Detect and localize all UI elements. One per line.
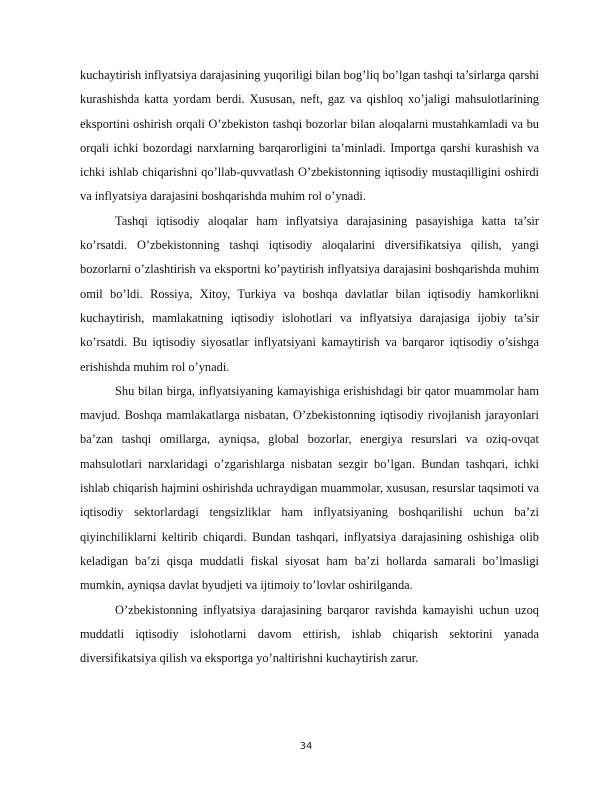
paragraph-4: O’zbekistonning inflyatsiya darajasining barqaror ravishda kamayishi uchun uzoq muddatli iqtisodiy islohotlarni davom ettirish, ishlab chiqarish sektorini yanada diversifikatsiya qilish va eksportga yo’naltirishni kuchaytirish zarur. [80, 602, 539, 666]
paragraph-3: Shu bilan birga, inflyatsiyaning kamayishiga erishishdagi bir qator muammolar ham mavjud. Boshqa mamlakatlarga nisbatan, O’zbekistonning iqtisodiy rivojlanish jarayonlari ba’zan tashqi omillarga, ayniqsa, global bozorlar, energiya resurslari va oziq-ovqat mahsulotlari narxlaridagi o’zgarishlarga nisbatan sezgir bo’lgan. Bundan tashqari, ichki ishlab chiqarish hajmini oshirishda uchraydigan muammolar, xususan, resurslar taqsimoti va iqtisodiy sektorlardagi tengsizliklar ham inflyatsiyaning boshqarilishi uchun ba’zi qiyinchiliklarni keltirib chiqardi. Bundan tashqari, inflyatsiya darajasining oshishiga olib keladigan ba’zi qisqa muddatli fiskal siyosat ham ba’zi hollarda samarali bo’lmasligi mumkin, ayniqsa davlat byudjeti va ijtimoiy to’lovlar oshirilganda. [80, 383, 539, 593]
paragraph-2: Tashqi iqtisodiy aloqalar ham inflyatsiya darajasining pasayishiga katta ta’sir ko’rsatdi. O’zbekistonning tashqi iqtisodiy aloqalarini diversifikatsiya qilish, yangi bozorlarni o’zlashtirish va eksportni ko’paytirish inflyatsiya darajasini boshqarishda muhim omil bo’ldi. Rossiya, Xitoy, Turkiya va boshqa davlatlar bilan iqtisodiy hamkorlikni kuchaytirish, mamlakatning iqtisodiy islohotlari va inflyatsiya darajasiga ijobiy ta’sir ko’rsatdi. Bu iqtisodiy siyosatlar inflyatsiyani kamaytirish va barqaror iqtisodiy o’sishga erishishda muhim rol o’ynadi. [80, 213, 539, 374]
paragraph-1: kuchaytirish inflyatsiya darajasining yuqoriligi bilan bog’liq bo’lgan tashqi ta’sirlarga qarshi kurashishda katta yordam berdi. Xususan, neft, gaz va qishloq xo’jaligi mahsulotlarining eksportini oshirish orqali O’zbekiston tashqi bozorlar bilan aloqalarni mustahkamladi va bu orqali ichki bozordagi narxlarning barqarorligini ta’minladi. Importga qarshi kurashish va ichki ishlab chiqarishni qo’llab-quvvatlash O’zbekistonning iqtisodiy mustaqilligini oshirdi va inflyatsiya darajasini boshqarishda muhim rol o’ynadi. [80, 68, 539, 204]
document-body [80, 63, 539, 670]
page-number: 34 [299, 741, 313, 752]
